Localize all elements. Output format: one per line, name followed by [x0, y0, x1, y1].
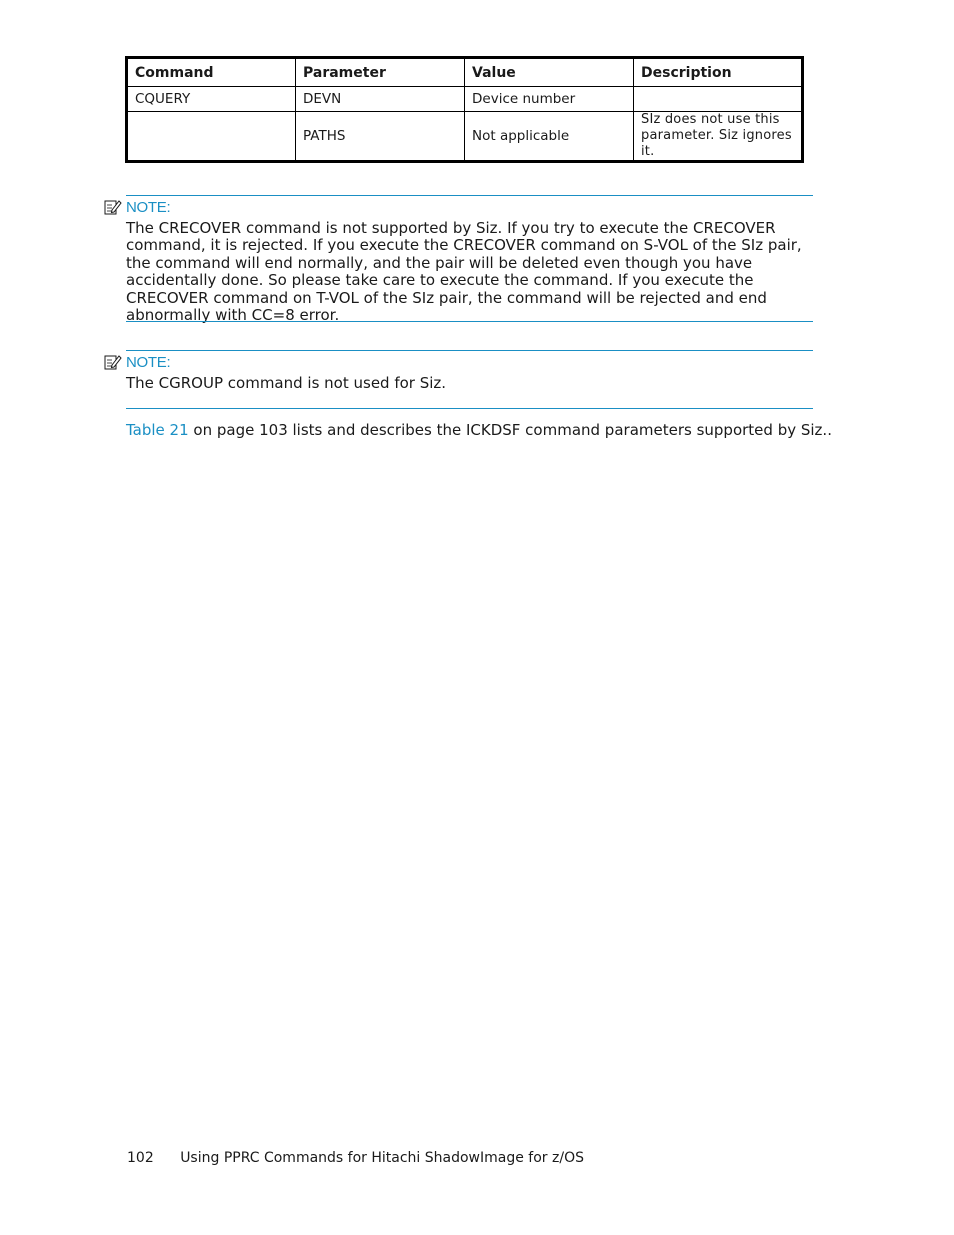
note-bottom-rule — [126, 321, 813, 322]
cell-parameter: PATHS — [296, 112, 465, 162]
note-heading — [126, 196, 813, 220]
table-21-link[interactable]: Table 21 — [126, 421, 189, 439]
footer-title: Using PPRC Commands for Hitachi ShadowImage for z/OS — [180, 1150, 584, 1166]
reference-text: on page 103 lists and describes the ICKDSF command parameters supported by Siz.. — [188, 421, 832, 439]
page-number: 102 — [127, 1150, 154, 1166]
cell-value: Device number — [465, 87, 634, 112]
note-body: The CRECOVER command is not supported by Siz. If you try to execute the CRECOVER command, it is rejected. If you execute the CRECOVER command on S-VOL of the SIz pair, the command will end normally, and the pair will be deleted even though you have accidentally done. So please take care to execute the command. If you execute the CRECOVER command on T-VOL of the SIz pair, the command will be rejected and end abnormally with CC=8 error. — [126, 219, 802, 325]
note-crecover — [126, 195, 813, 324]
note-title: NOTE: — [126, 199, 171, 216]
note-body: The CGROUP command is not used for Siz. — [126, 374, 447, 392]
header-parameter: Parameter — [296, 58, 465, 87]
header-value: Value — [465, 58, 634, 87]
cell-parameter: DEVN — [296, 87, 465, 112]
table-header-row — [127, 58, 803, 87]
page-footer — [127, 1150, 584, 1166]
note-heading — [126, 351, 813, 375]
table-row — [127, 112, 803, 162]
note-pencil-icon — [104, 199, 122, 215]
cell-description — [634, 87, 803, 112]
header-description: Description — [634, 58, 803, 87]
header-command: Command — [127, 58, 296, 87]
cell-command — [127, 112, 296, 162]
cell-value: Not applicable — [465, 112, 634, 162]
note-bottom-rule — [126, 408, 813, 409]
note-cgroup — [126, 350, 813, 392]
parameters-table — [125, 56, 804, 163]
cell-description: SIz does not use this parameter. Siz ignores it. — [634, 112, 803, 162]
table-reference-paragraph — [126, 421, 832, 439]
note-title: NOTE: — [126, 354, 171, 371]
note-pencil-icon — [104, 354, 122, 370]
table-row — [127, 87, 803, 112]
cell-command: CQUERY — [127, 87, 296, 112]
